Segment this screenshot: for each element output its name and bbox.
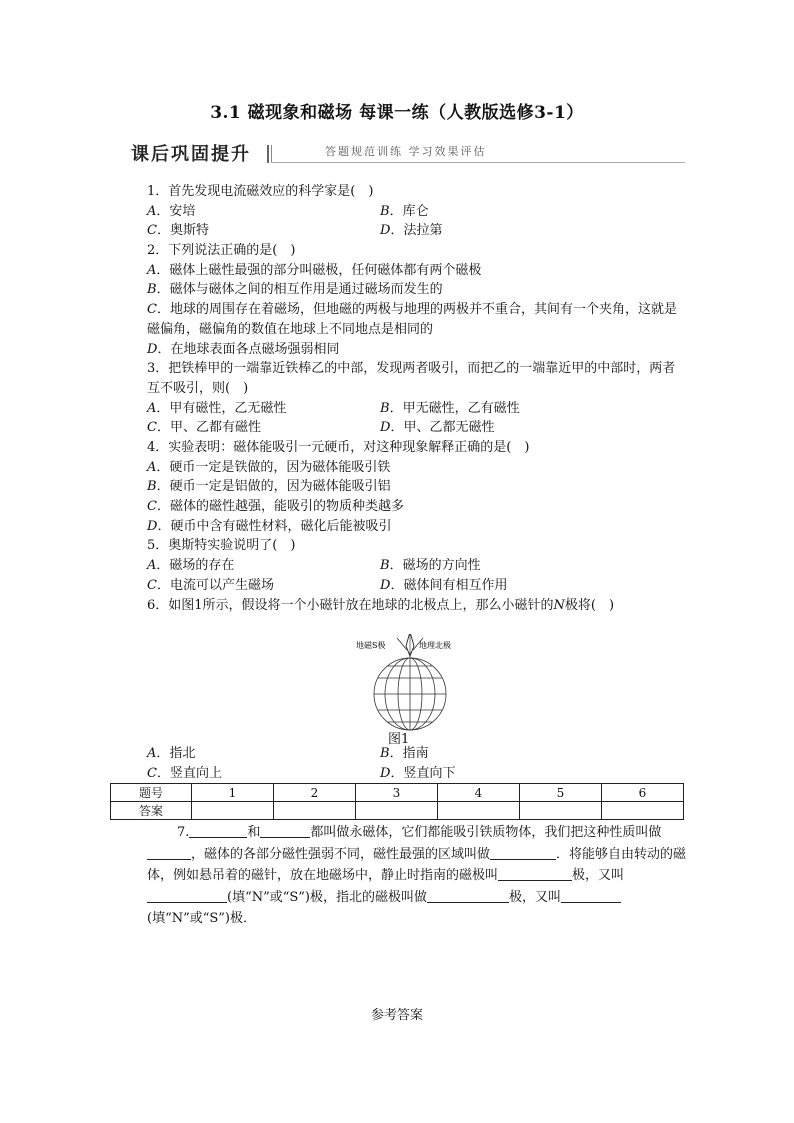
option-a: A．甲有磁性，乙无磁性 [147, 400, 287, 416]
question-4-option-d: D．硬币中含有磁性材料，磁化后能被吸引 [147, 518, 392, 534]
option-a: A．指北 [147, 746, 196, 761]
option-a: A．安培 [147, 203, 196, 219]
option-b: B．甲无磁性，乙有磁性 [380, 400, 520, 416]
option-c: C．奥斯特 [147, 223, 209, 239]
question-4-stem: 4．实验表明：磁体能吸引一元硬币，对这种现象解释正确的是( ) [147, 440, 530, 455]
table-cell: 2 [274, 784, 356, 802]
answer-cell[interactable] [274, 802, 356, 820]
option-d: D．竖直向下 [380, 765, 456, 781]
question-3-options-cd [147, 418, 687, 438]
page-title: 3.1 磁现象和磁场 每课一练（人教版选修3-1） [210, 103, 584, 123]
question-2-option-d: D．在地球表面各点磁场强弱相同 [147, 341, 340, 357]
option-d: D．磁体间有相互作用 [380, 577, 508, 593]
answer-cell[interactable] [602, 802, 684, 820]
blank-2[interactable] [260, 823, 310, 838]
table-cell: 1 [192, 784, 274, 802]
question-2-option-a: A．磁体上磁性最强的部分叫磁极，任何磁体都有两个磁极 [147, 262, 482, 278]
banner-divider-thin [271, 145, 272, 163]
option-d: D．甲、乙都无磁性 [380, 420, 495, 436]
question-list [147, 182, 687, 615]
globe-icon [374, 652, 446, 730]
blank-8[interactable] [561, 888, 621, 903]
option-d: D．法拉第 [380, 223, 443, 239]
table-cell: 6 [602, 784, 684, 802]
blank-1[interactable] [189, 823, 247, 838]
question-3-options-ab [147, 399, 687, 419]
earth-magnetic-figure [355, 634, 465, 744]
blank-5[interactable] [498, 866, 572, 881]
question-5-options-ab [147, 556, 687, 576]
banner-subtitle: 答题规范训练 学习效果评估 [325, 145, 487, 158]
q7-number: 7. [177, 825, 190, 840]
banner-underline [271, 162, 685, 163]
question-6-options-cd [147, 764, 687, 784]
label-geographic-north: 地理北极 [419, 641, 451, 650]
answer-table [110, 783, 684, 820]
blank-4[interactable] [490, 845, 556, 860]
question-4-option-b: B．硬币一定是铝做的，因为磁体能吸引铝 [147, 479, 391, 495]
label-magnetic-s: 地磁S极 [356, 641, 386, 650]
question-4-option-a: A．硬币一定是铁做的，因为磁体能吸引铁 [147, 459, 391, 475]
question-2-option-c: C．地球的周围存在着磁场，但地磁的两极与地理的两极并不重合，其间有一个夹角，这就是磁偏角，磁偏角的数值在地球上不同地点是相同的 [147, 302, 677, 337]
table-row [111, 802, 684, 820]
figure-caption: 图1 [388, 732, 410, 747]
option-c: C．电流可以产生磁场 [147, 577, 274, 593]
blank-6[interactable] [147, 888, 227, 903]
question-6-options [147, 744, 687, 783]
question-7: 7. 和 都叫做永磁体，它们都能吸引铁质物体，我们把这种性质叫做，磁体的各部分磁性强弱不同，磁性最强的区域叫做 ．将能够自由转动的磁体，例如悬吊着的磁针，放在地磁场中，静止时指南的磁极叫 极，又叫(填“N”或“S”)极，指北的磁极叫做 极，又叫(填“N”或“S”)极． [147, 825, 687, 926]
answer-cell[interactable] [438, 802, 520, 820]
answer-cell[interactable] [192, 802, 274, 820]
question-1-options-ab [147, 202, 687, 222]
answer-cell[interactable] [520, 802, 602, 820]
table-row [111, 784, 684, 802]
answer-cell[interactable] [356, 802, 438, 820]
table-cell: 4 [438, 784, 520, 802]
question-2-option-b: B．磁体与磁体之间的相互作用是通过磁场而发生的 [147, 282, 443, 298]
option-b: B．指南 [380, 746, 429, 761]
banner-title: 课后巩固提升 [131, 144, 251, 165]
question-1-stem: 1．首先发现电流磁效应的科学家是( ) [147, 184, 374, 199]
table-header-answer: 答案 [111, 802, 192, 820]
question-3-stem: 3．把铁棒甲的一端靠近铁棒乙的中部，发现两者吸引，而把乙的一端靠近甲的中部时，两者互不吸引，则( ) [147, 361, 676, 396]
option-c: C．甲、乙都有磁性 [147, 420, 261, 436]
section-banner [125, 140, 685, 164]
banner-divider [267, 145, 269, 163]
question-2-stem: 2．下列说法正确的是( ) [147, 243, 296, 259]
reference-answers-heading: 参考答案 [370, 1008, 423, 1023]
question-1-options-cd [147, 221, 687, 241]
option-a: A．磁场的存在 [147, 558, 235, 574]
question-5-options-cd [147, 576, 687, 596]
table-cell: 3 [356, 784, 438, 802]
blank-7[interactable] [427, 888, 509, 903]
table-header-number: 题号 [111, 784, 192, 802]
option-b: B．库仑 [380, 203, 429, 219]
question-5-stem: 5．奥斯特实验说明了( ) [147, 538, 296, 554]
question-6-stem: 6．如图1所示，假设将一个小磁针放在地球的北极点上，那么小磁针的N极将( ) [147, 597, 615, 613]
table-cell: 5 [520, 784, 602, 802]
option-c: C．竖直向上 [147, 765, 222, 781]
blank-3[interactable] [147, 845, 191, 860]
question-6-options-ab [147, 744, 687, 764]
question-4-option-c: C．磁体的磁性越强，能吸引的物质种类越多 [147, 499, 404, 515]
option-b: B．磁场的方向性 [380, 558, 481, 574]
